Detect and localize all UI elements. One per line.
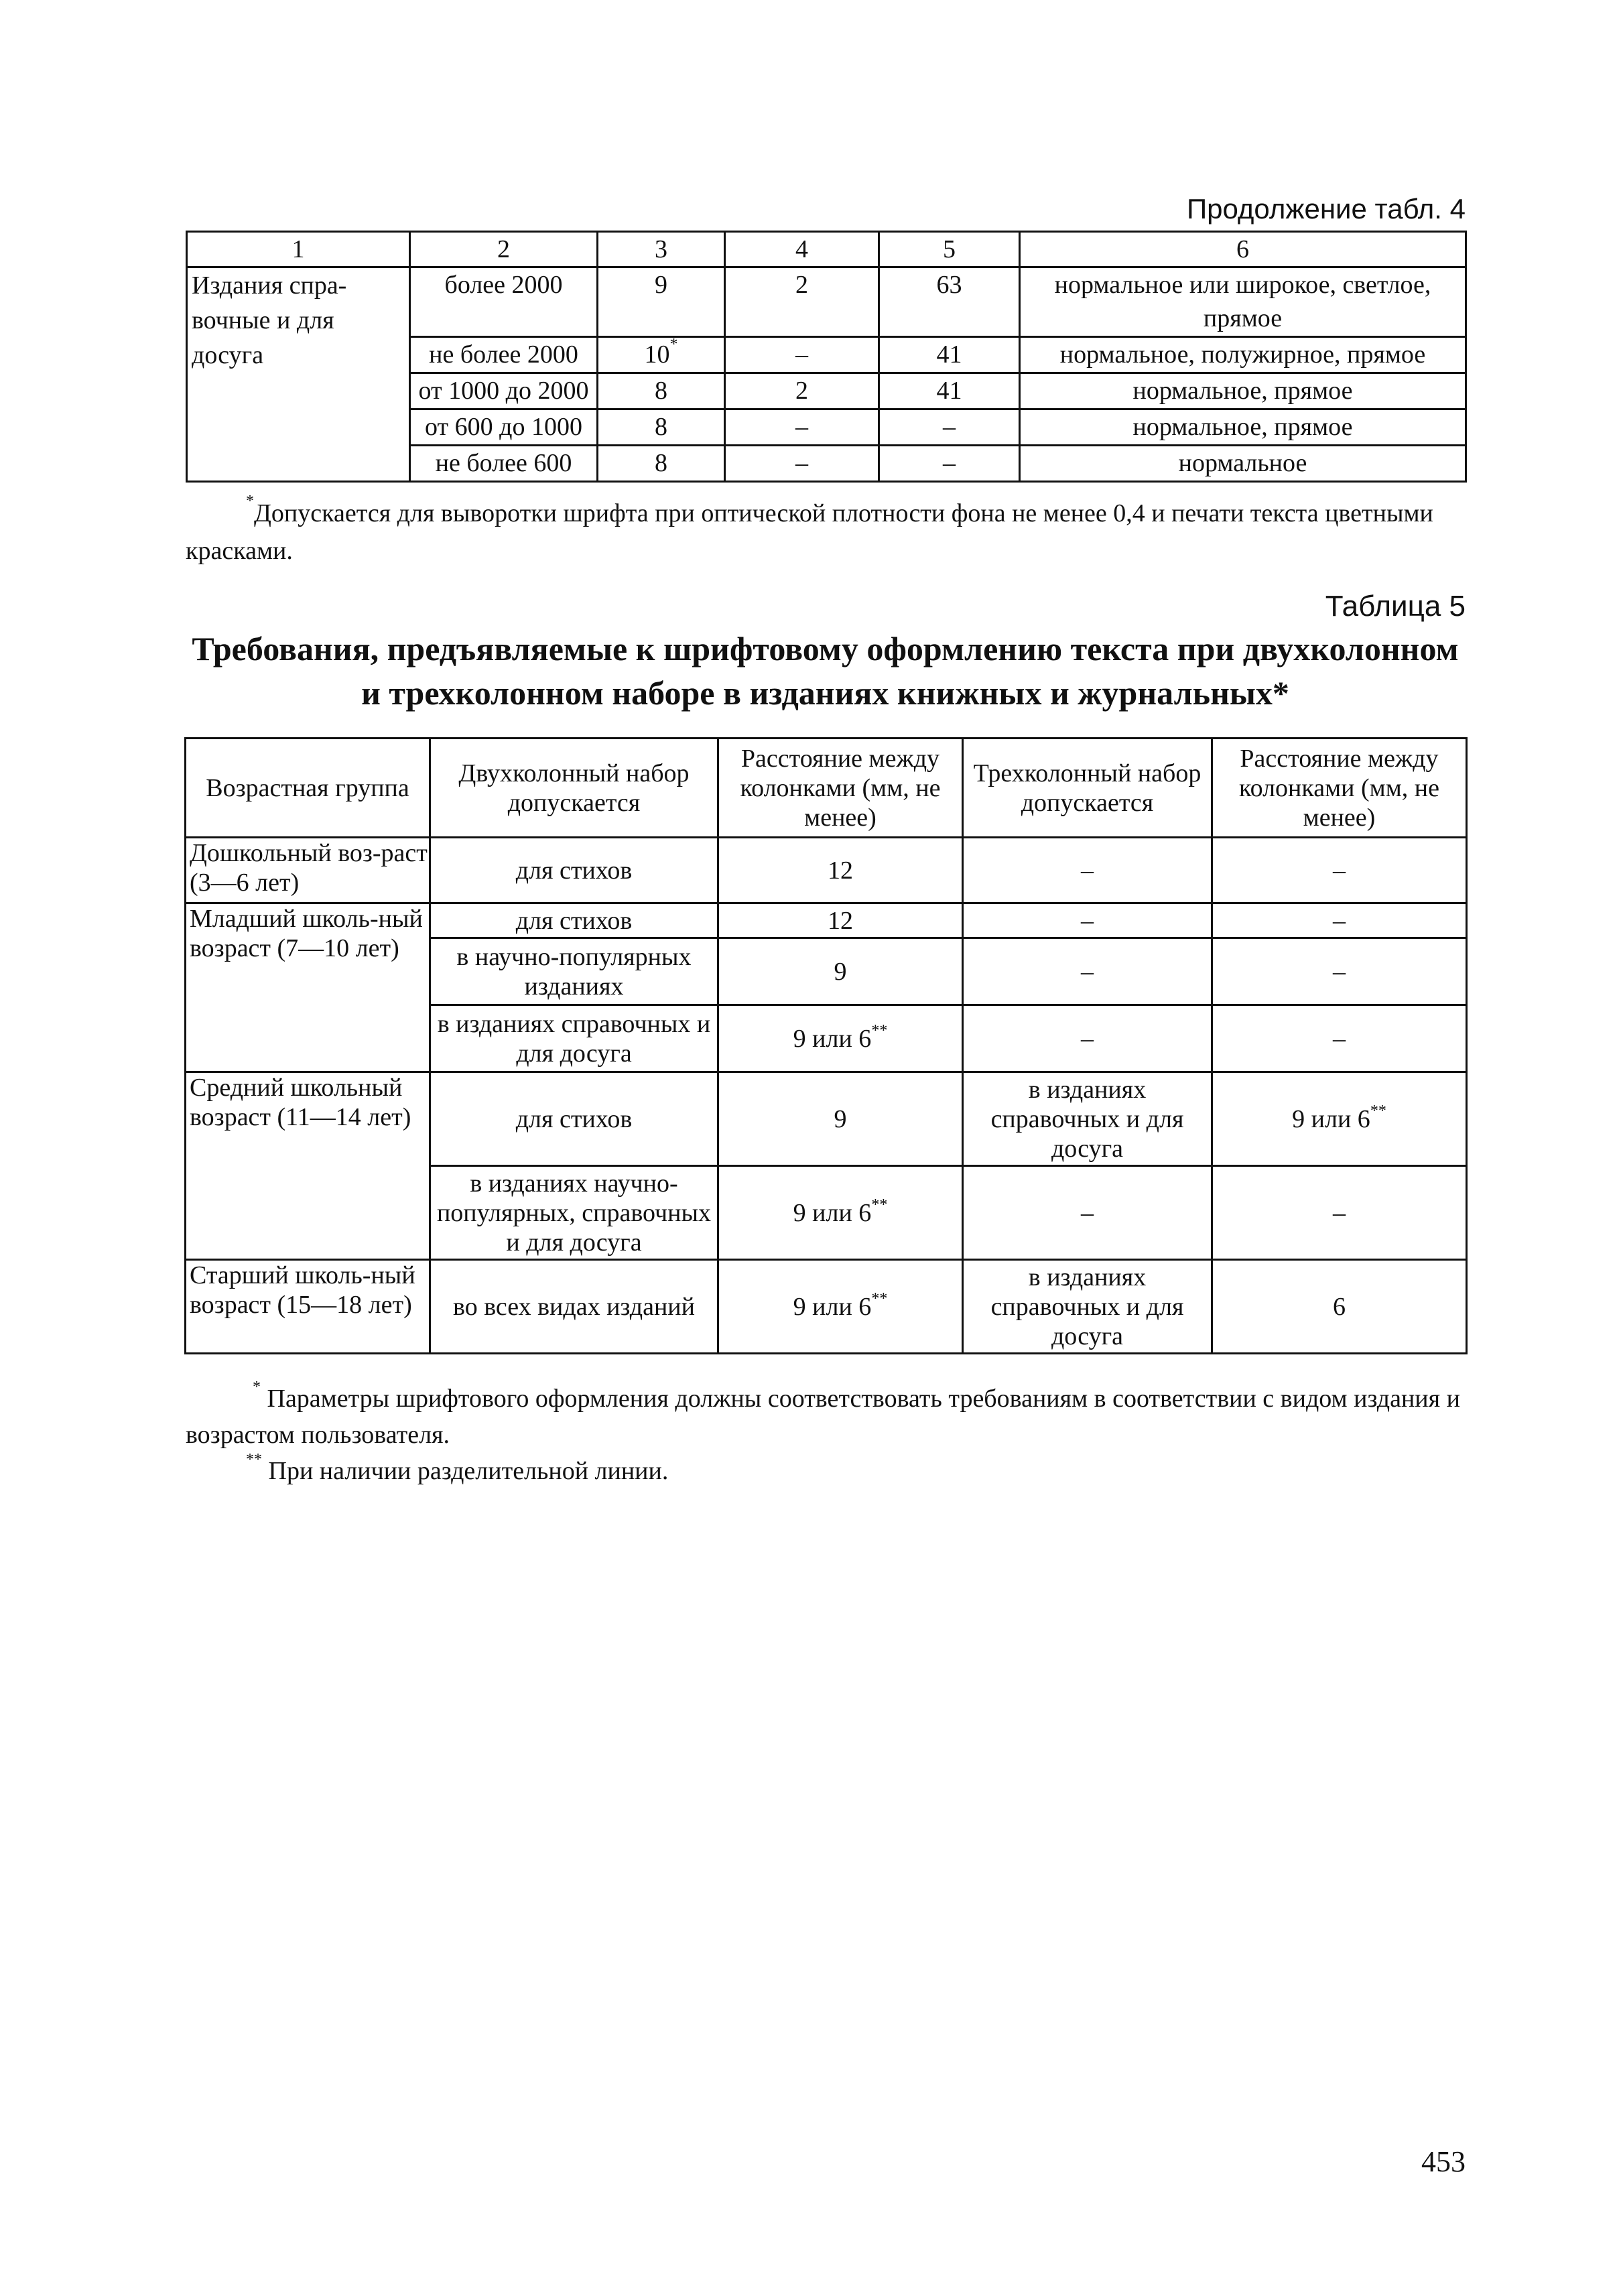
header-cell: 4 bbox=[725, 232, 879, 267]
age-group-cell: Младший школь-ный возраст (7—10 лет) bbox=[186, 903, 430, 1072]
table-cell: – bbox=[1212, 938, 1467, 1005]
table-cell: 9 bbox=[598, 267, 725, 337]
table-cell: 8 bbox=[598, 446, 725, 482]
table-caption: Таблица 5 bbox=[1325, 590, 1466, 623]
age-group-cell: Дошкольный воз-раст (3—6 лет) bbox=[186, 838, 430, 903]
footnote-mark: * bbox=[253, 1379, 261, 1396]
table-cell: – bbox=[879, 409, 1020, 446]
table-cell: 8 bbox=[598, 373, 725, 409]
cell-value: 9 или 6 bbox=[793, 1292, 872, 1321]
table-cell: 2 bbox=[725, 267, 879, 337]
table-cell: для стихов bbox=[430, 903, 718, 938]
table-cell: нормальное, прямое bbox=[1020, 373, 1466, 409]
table-cell: – bbox=[963, 903, 1212, 938]
table-cell: – bbox=[879, 446, 1020, 482]
table-cell: – bbox=[725, 337, 879, 373]
table-cell: – bbox=[963, 1005, 1212, 1072]
footnote-mark: ** bbox=[871, 1196, 888, 1214]
table-cell: не более 600 bbox=[410, 446, 598, 482]
table-cell: в научно-популярных изданиях bbox=[430, 938, 718, 1005]
table-cell: от 600 до 1000 bbox=[410, 409, 598, 446]
table-4-continuation bbox=[186, 231, 1467, 483]
table-cell: – bbox=[1212, 1005, 1467, 1072]
table-cell bbox=[718, 1005, 963, 1072]
footnote-mark: ** bbox=[1370, 1102, 1386, 1120]
table-cell: более 2000 bbox=[410, 267, 598, 337]
footnote-text: Параметры шрифтового оформления должны соответствовать требованиям в соответствии с видом издания и возрастом пользователя. bbox=[186, 1385, 1460, 1449]
table-title: Требования, предъявляемые к шрифтовому оформлению текста при двухколонном и трехколонном наборе в изданиях книжных и журнальных* bbox=[192, 630, 1459, 712]
table-cell: 9 bbox=[718, 1072, 963, 1166]
table-cell: 41 bbox=[879, 337, 1020, 373]
table-cell: – bbox=[1212, 838, 1467, 903]
table-cell: во всех видах изданий bbox=[430, 1260, 718, 1354]
table-cell: – bbox=[1212, 1166, 1467, 1260]
header-cell: 1 bbox=[187, 232, 410, 267]
table-cell: в изданиях справочных и для досуга bbox=[963, 1260, 1212, 1354]
header-cell: 2 bbox=[410, 232, 598, 267]
header-cell: 6 bbox=[1020, 232, 1466, 267]
table-4-footnote bbox=[186, 495, 1465, 570]
header-cell: Возрастная группа bbox=[186, 739, 430, 838]
header-cell: Двухколонный набор допускается bbox=[430, 739, 718, 838]
table-row bbox=[186, 1072, 1467, 1166]
header-cell: 5 bbox=[879, 232, 1020, 267]
table-header-row bbox=[187, 232, 1466, 267]
cell-value: 9 или 6 bbox=[793, 1024, 872, 1053]
table-header-row bbox=[186, 739, 1467, 838]
footnote bbox=[186, 1381, 1465, 1453]
table-5-footnotes bbox=[186, 1381, 1465, 1489]
footnote-mark: ** bbox=[871, 1289, 888, 1308]
table-cell: не более 2000 bbox=[410, 337, 598, 373]
table-cell: – bbox=[725, 446, 879, 482]
category-cell: Издания спра-вочные и для досуга bbox=[187, 267, 410, 482]
cell-value: 10 bbox=[644, 340, 670, 369]
footnote-mark: * bbox=[246, 493, 254, 510]
table-cell: 9 bbox=[718, 938, 963, 1005]
table-cell: 63 bbox=[879, 267, 1020, 337]
table-cell: нормальное, полужирное, прямое bbox=[1020, 337, 1466, 373]
header-cell: Трехколонный набор допускается bbox=[963, 739, 1212, 838]
table-cell: для стихов bbox=[430, 1072, 718, 1166]
footnote bbox=[186, 1453, 1465, 1489]
table-row bbox=[186, 903, 1467, 938]
header-cell: Расстояние между колонками (мм, не менее) bbox=[1212, 739, 1467, 838]
table-cell: нормальное или широкое, светлое, прямое bbox=[1020, 267, 1466, 337]
cell-value: 9 или 6 bbox=[793, 1198, 872, 1227]
footnote-text: При наличии разделительной линии. bbox=[268, 1457, 669, 1485]
footnote-mark: ** bbox=[246, 1451, 262, 1468]
table-cell: в изданиях научно-популярных, справочных и для досуга bbox=[430, 1166, 718, 1260]
footnote-mark: * bbox=[669, 336, 678, 353]
table-cell: – bbox=[725, 409, 879, 446]
table-cell: – bbox=[963, 1166, 1212, 1260]
table-cell: нормальное bbox=[1020, 446, 1466, 482]
table-cell: в изданиях справочных и для досуга bbox=[430, 1005, 718, 1072]
table-cell bbox=[598, 337, 725, 373]
table-cell: в изданиях справочных и для досуга bbox=[963, 1072, 1212, 1166]
table-row bbox=[186, 1260, 1467, 1354]
table-cell: для стихов bbox=[430, 838, 718, 903]
header-cell: 3 bbox=[598, 232, 725, 267]
table-cell bbox=[718, 1260, 963, 1354]
age-group-cell: Старший школь-ный возраст (15—18 лет) bbox=[186, 1260, 430, 1354]
table-row bbox=[187, 267, 1466, 337]
table-cell: 12 bbox=[718, 838, 963, 903]
table-cell: от 1000 до 2000 bbox=[410, 373, 598, 409]
table-cell: – bbox=[963, 938, 1212, 1005]
table-cell: 41 bbox=[879, 373, 1020, 409]
header-cell: Расстояние между колонками (мм, не менее) bbox=[718, 739, 963, 838]
age-group-cell: Средний школьный возраст (11—14 лет) bbox=[186, 1072, 430, 1260]
table-cell: – bbox=[963, 838, 1212, 903]
table-caption: Продолжение табл. 4 bbox=[1186, 193, 1466, 225]
table-row bbox=[186, 838, 1467, 903]
table-cell bbox=[718, 1166, 963, 1260]
table-5 bbox=[184, 737, 1468, 1354]
table-cell bbox=[1212, 1072, 1467, 1166]
table-cell: 12 bbox=[718, 903, 963, 938]
table-cell: 8 bbox=[598, 409, 725, 446]
table-cell: нормальное, прямое bbox=[1020, 409, 1466, 446]
page-number: 453 bbox=[1421, 2145, 1466, 2178]
cell-value: 9 или 6 bbox=[1292, 1104, 1370, 1133]
footnote-text: Допускается для выворотки шрифта при оптической плотности фона не менее 0,4 и печати текста цветными красками. bbox=[186, 499, 1433, 565]
table-cell: 6 bbox=[1212, 1260, 1467, 1354]
table-cell: 2 bbox=[725, 373, 879, 409]
table-cell: – bbox=[1212, 903, 1467, 938]
footnote-mark: ** bbox=[871, 1021, 888, 1039]
